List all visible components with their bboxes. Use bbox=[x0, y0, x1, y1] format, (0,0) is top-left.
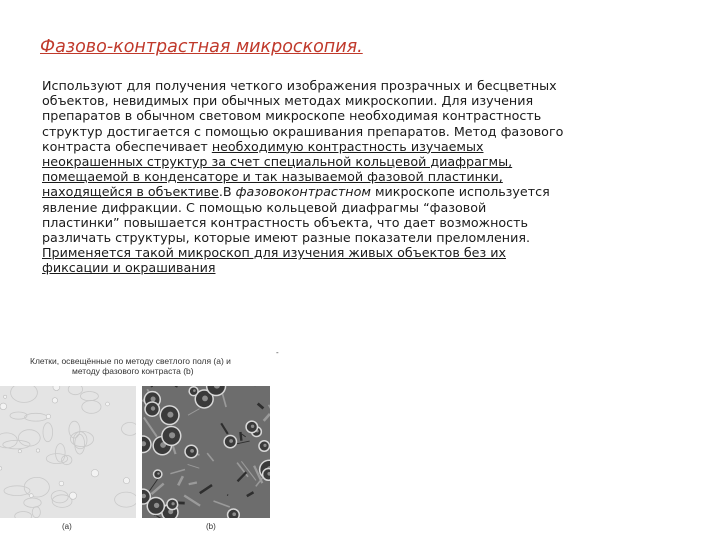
body-line bbox=[42, 245, 642, 260]
body-text-run: фиксации и окрашивания bbox=[42, 260, 216, 276]
figure-caption-line-1: Клетки, освещённые по методу светлого поля (a) и bbox=[30, 356, 231, 366]
body-text-run: различать структуры, которые имеют разные показатели преломления. bbox=[42, 230, 530, 246]
figure-caption-line-2: методу фазового контраста (b) bbox=[72, 366, 194, 376]
body-text-run: объектов, невидимых при обычных методах микроскопии. Для изучения bbox=[42, 93, 534, 109]
body-text-run: помещаемой в конденсаторе и так называемой фазовой пластинки, bbox=[42, 169, 503, 185]
body-paragraph bbox=[42, 78, 642, 276]
figure-caption bbox=[30, 356, 270, 376]
body-text-run: явление дифракции. С помощью кольцевой диафрагмы “фазовой bbox=[42, 199, 487, 215]
brightfield-image bbox=[0, 386, 136, 518]
slide-title: Фазово-контрастная микроскопия. bbox=[40, 37, 363, 57]
body-line bbox=[42, 260, 642, 275]
body-line bbox=[42, 184, 642, 199]
body-text-run: препаратов в обычном световом микроскопе необходимая контрастность bbox=[42, 108, 542, 124]
body-line bbox=[42, 200, 642, 215]
body-line bbox=[42, 154, 642, 169]
body-text-run: .В bbox=[218, 184, 236, 200]
body-text-run: структур достигается с помощью окрашивания препаратов. Метод фазового bbox=[42, 123, 564, 139]
body-line bbox=[42, 78, 642, 93]
panel-label-a: (a) bbox=[62, 522, 72, 531]
body-line bbox=[42, 169, 642, 184]
body-text-run: неокрашенных структур за счет специальной кольцевой диафрагмы, bbox=[42, 154, 513, 170]
body-line bbox=[42, 108, 642, 123]
body-text-run: контраста обеспечивает bbox=[42, 138, 212, 154]
body-line bbox=[42, 93, 642, 108]
body-line bbox=[42, 230, 642, 245]
body-text-run: необходимую контрастность изучаемых bbox=[211, 138, 484, 154]
body-line bbox=[42, 139, 642, 154]
body-text-run: фазовоконтрастном bbox=[235, 184, 371, 200]
body-text-run: микроскопе используется bbox=[370, 184, 550, 200]
cell-figure bbox=[0, 342, 285, 540]
body-line bbox=[42, 215, 642, 230]
phase-contrast-image bbox=[142, 386, 270, 518]
figure-mark: - bbox=[276, 348, 279, 357]
body-text-run: пластинки” повышается контрастность объекта, что дает возможность bbox=[42, 214, 528, 230]
panel-label-b: (b) bbox=[206, 522, 216, 531]
body-text-run: находящейся в объективе bbox=[42, 184, 219, 200]
body-line bbox=[42, 124, 642, 139]
body-text-run: Используют для получения четкого изображения прозрачных и бесцветных bbox=[42, 78, 557, 93]
body-text-run: Применяется такой микроскоп для изучения живых объектов без их bbox=[42, 245, 506, 261]
